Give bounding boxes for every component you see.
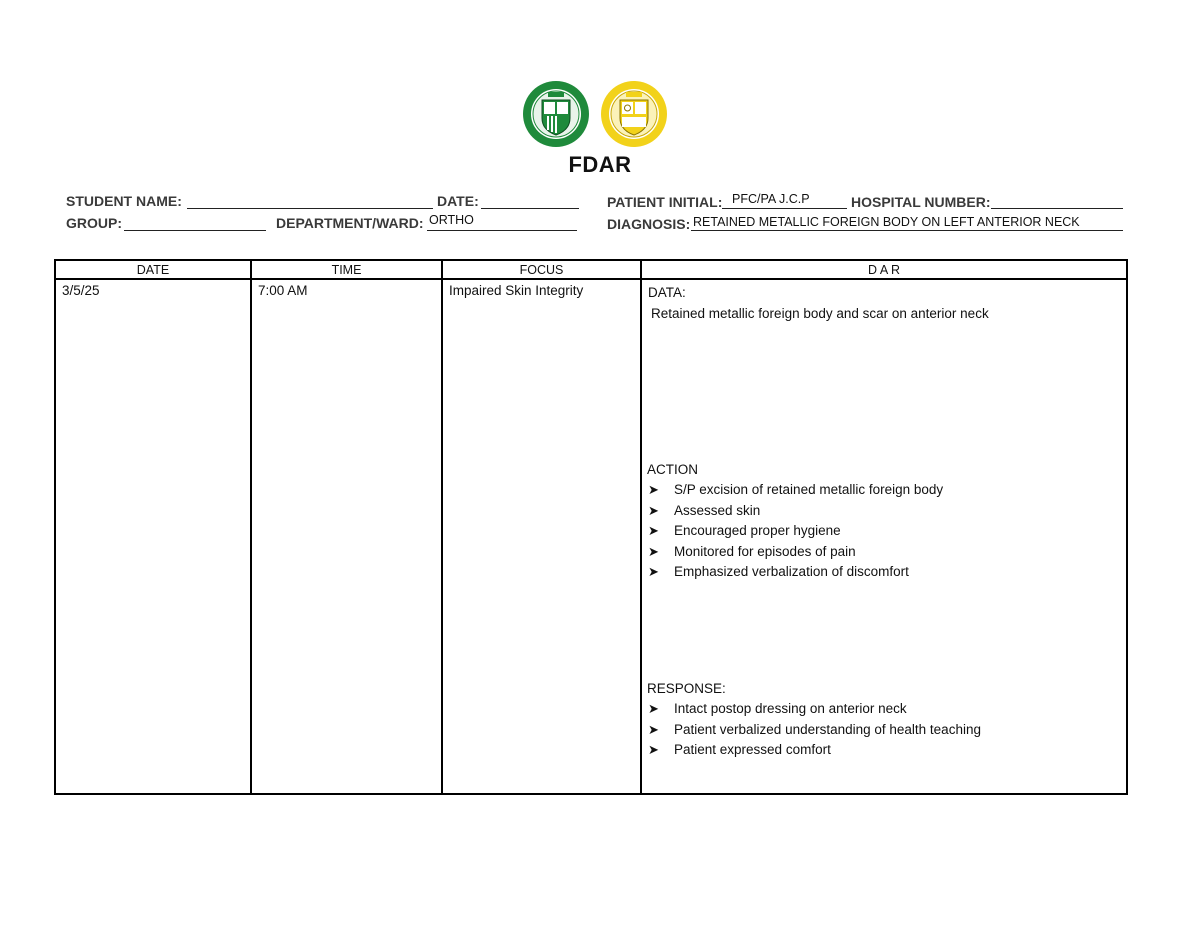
column-header-time: TIME [251, 260, 442, 279]
diagnosis-label: DIAGNOSIS: [607, 216, 691, 232]
group-field[interactable] [124, 216, 266, 231]
date-cell[interactable] [55, 279, 251, 794]
dar-cell[interactable] [641, 279, 1127, 794]
list-item: ➤ Emphasized verbalization of discomfort [648, 562, 1120, 583]
list-item: ➤ Assessed skin [648, 501, 1120, 522]
yellow-seal-logo [600, 80, 668, 148]
arrow-bullet-icon: ➤ [648, 564, 659, 579]
column-header-date: DATE [55, 260, 251, 279]
arrow-bullet-icon: ➤ [648, 721, 659, 737]
action-heading: ACTION [647, 462, 699, 477]
table-row [55, 279, 1127, 794]
hospital-number-label: HOSPITAL NUMBER: [851, 194, 991, 210]
list-item: ➤ Intact postop dressing on anterior neck [648, 699, 1120, 720]
table-header-row [55, 260, 1127, 279]
document-title: FDAR [568, 152, 632, 177]
arrow-bullet-icon: ➤ [648, 523, 659, 538]
arrow-bullet-icon: ➤ [648, 742, 659, 757]
green-seal-logo [522, 80, 590, 148]
time-cell[interactable] [251, 279, 442, 794]
arrow-bullet-icon: ➤ [648, 701, 659, 716]
patient-initial-field[interactable] [722, 194, 847, 209]
diagnosis-value: RETAINED METALLIC FOREIGN BODY ON LEFT ANTERIOR NECK [693, 215, 1080, 229]
data-heading: DATA: [648, 285, 686, 300]
diagnosis-field[interactable] [691, 216, 1123, 231]
list-item: ➤ Monitored for episodes of pain [648, 542, 1120, 563]
date-label: DATE: [437, 193, 479, 209]
list-item: ➤ Patient expressed comfort [648, 740, 1120, 761]
department-value: ORTHO [429, 213, 474, 227]
hospital-number-field[interactable] [991, 194, 1123, 209]
student-name-label: STUDENT NAME: [66, 193, 182, 209]
arrow-bullet-icon: ➤ [648, 482, 659, 497]
action-list [648, 480, 1120, 583]
header-logos [522, 80, 672, 150]
student-name-field[interactable] [187, 194, 433, 209]
focus-cell-value: Impaired Skin Integrity [449, 283, 584, 298]
department-label: DEPARTMENT/WARD: [276, 215, 424, 231]
response-list [648, 699, 1120, 761]
fdar-table [54, 259, 1128, 795]
arrow-bullet-icon: ➤ [648, 502, 659, 518]
response-section [648, 678, 1120, 761]
column-header-focus: FOCUS [442, 260, 641, 279]
list-item: ➤ Patient verbalized understanding of health teaching [648, 720, 1120, 741]
list-item: ➤ Encouraged proper hygiene [648, 521, 1120, 542]
action-section [648, 459, 1120, 583]
department-field[interactable] [427, 213, 577, 231]
data-section [648, 282, 1120, 324]
arrow-bullet-icon: ➤ [648, 543, 659, 559]
date-field[interactable] [481, 194, 579, 209]
response-heading: RESPONSE: [647, 681, 726, 696]
data-text: Retained metallic foreign body and scar on anterior neck [651, 306, 989, 321]
column-header-dar: D A R [641, 260, 1127, 279]
date-cell-value: 3/5/25 [62, 283, 100, 298]
patient-initial-value: PFC/PA J.C.P [732, 192, 810, 206]
list-item: ➤ S/P excision of retained metallic foreign body [648, 480, 1120, 501]
time-cell-value: 7:00 AM [258, 283, 308, 298]
patient-initial-label: PATIENT INITIAL: [607, 194, 723, 210]
group-label: GROUP: [66, 215, 122, 231]
focus-cell[interactable] [442, 279, 641, 794]
